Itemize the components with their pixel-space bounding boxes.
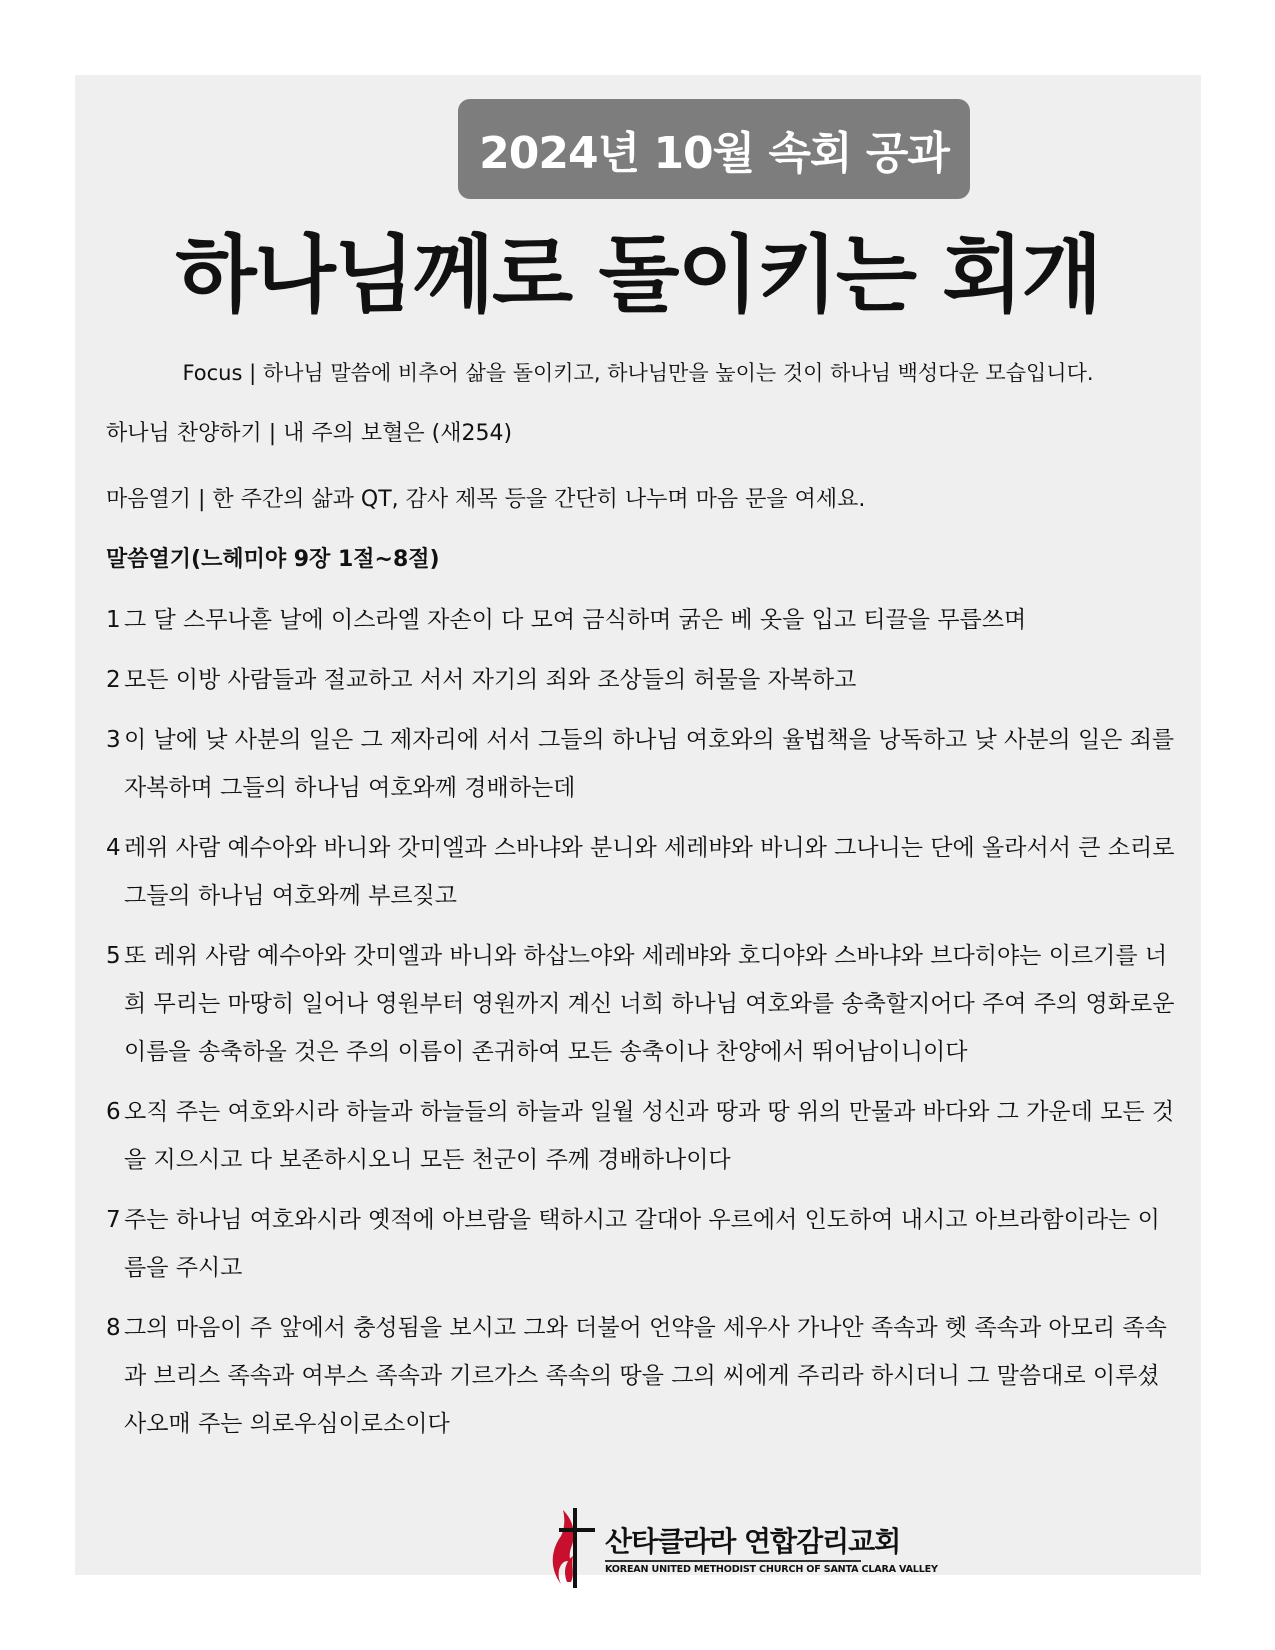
verse-text: 또 레위 사람 예수아와 갓미엘과 바니와 하삽느야와 세레뱌와 호디야와 스바냐와 브다히야는 이르기를 너희 무리는 마땅히 일어나 영원부터 영원까지 계신 너희 하나님 여호와를 송축할지어다 주여 주의 영화로운 이름을 송축하올 것은 주의 이름이 존귀하여 모든 송축이나 찬양에서 뛰어남이니이다 [124, 943, 1175, 1065]
verse-number: 5 [106, 943, 121, 969]
open-heart-prompt: 마음열기 | 한 주간의 삶과 QT, 감사 제목 등을 간단히 나누며 마음 문을 여세요. [106, 487, 866, 512]
verse-text: 이 날에 낮 사분의 일은 그 제자리에 서서 그들의 하나님 여호와의 율법책을 낭독하고 낮 사분의 일은 죄를 자복하며 그들의 하나님 여호와께 경배하는데 [124, 727, 1175, 801]
lesson-sheet [75, 75, 1201, 1575]
verse-text: 주는 하나님 여호와시라 옛적에 아브람을 택하시고 갈대아 우르에서 인도하여 내시고 아브라함이라는 이름을 주시고 [124, 1207, 1160, 1281]
verse-text: 레위 사람 예수아와 바니와 갓미엘과 스바냐와 분니와 세레뱌와 바니와 그나니는 단에 올라서서 큰 소리로 그들의 하나님 여호와께 부르짖고 [124, 835, 1175, 909]
praise-hymn: 하나님 찬양하기 | 내 주의 보혈은 (새254) [106, 421, 513, 446]
month-badge: 2024년 10월 속회 공과 [458, 99, 970, 199]
verse-item [106, 1196, 1176, 1292]
verse-number: 4 [106, 835, 121, 861]
verse-number: 2 [106, 667, 121, 693]
verse-item [106, 932, 1176, 1076]
verse-item [106, 824, 1176, 920]
verse-number: 3 [106, 727, 121, 753]
church-subtitle: KOREAN UNITED METHODIST CHURCH OF SANTA CLARA VALLEY [605, 1564, 938, 1575]
church-logo [547, 1502, 938, 1594]
church-name: 산타클라라 연합감리교회 [605, 1525, 901, 1558]
scripture-heading: 말씀열기(느헤미야 9장 1절~8절) [106, 547, 440, 572]
verse-text: 오직 주는 여호와시라 하늘과 하늘들의 하늘과 일월 성신과 땅과 땅 위의 만물과 바다와 그 가운데 모든 것을 지으시고 다 보존하시오니 모든 천군이 주께 경배하나이다 [124, 1099, 1175, 1173]
verse-number: 6 [106, 1099, 121, 1125]
verse-item [106, 596, 1176, 644]
focus-statement: Focus | 하나님 말씀에 비추어 삶을 돌이키고, 하나님만을 높이는 것이 하나님 백성다운 모습입니다. [182, 361, 1094, 385]
verse-text: 그의 마음이 주 앞에서 충성됨을 보시고 그와 더불어 언약을 세우사 가나안 족속과 헷 족속과 아모리 족속과 브리스 족속과 여부스 족속과 기르가스 족속의 땅을 그의 씨에게 주리라 하시더니 그 말씀대로 이루셨사오매 주는 의로우심이로소이다 [124, 1315, 1167, 1437]
verse-number: 8 [106, 1315, 121, 1341]
verse-item [106, 1304, 1176, 1448]
verse-item [106, 656, 1176, 704]
verse-number: 7 [106, 1207, 121, 1233]
verse-text: 그 달 스무나흗 날에 이스라엘 자손이 다 모여 금식하며 굵은 베 옷을 입고 티끌을 무릅쓰며 [124, 607, 1027, 633]
cross-and-flame-icon [547, 1506, 603, 1590]
page-title: 하나님께로 돌이키는 회개 [175, 226, 1101, 324]
logo-divider [605, 1560, 861, 1562]
verse-item [106, 1088, 1176, 1184]
verse-item [106, 716, 1176, 812]
verse-text: 모든 이방 사람들과 절교하고 서서 자기의 죄와 조상들의 허물을 자복하고 [124, 667, 857, 693]
verse-number: 1 [106, 607, 121, 633]
verse-list [106, 596, 1176, 1460]
